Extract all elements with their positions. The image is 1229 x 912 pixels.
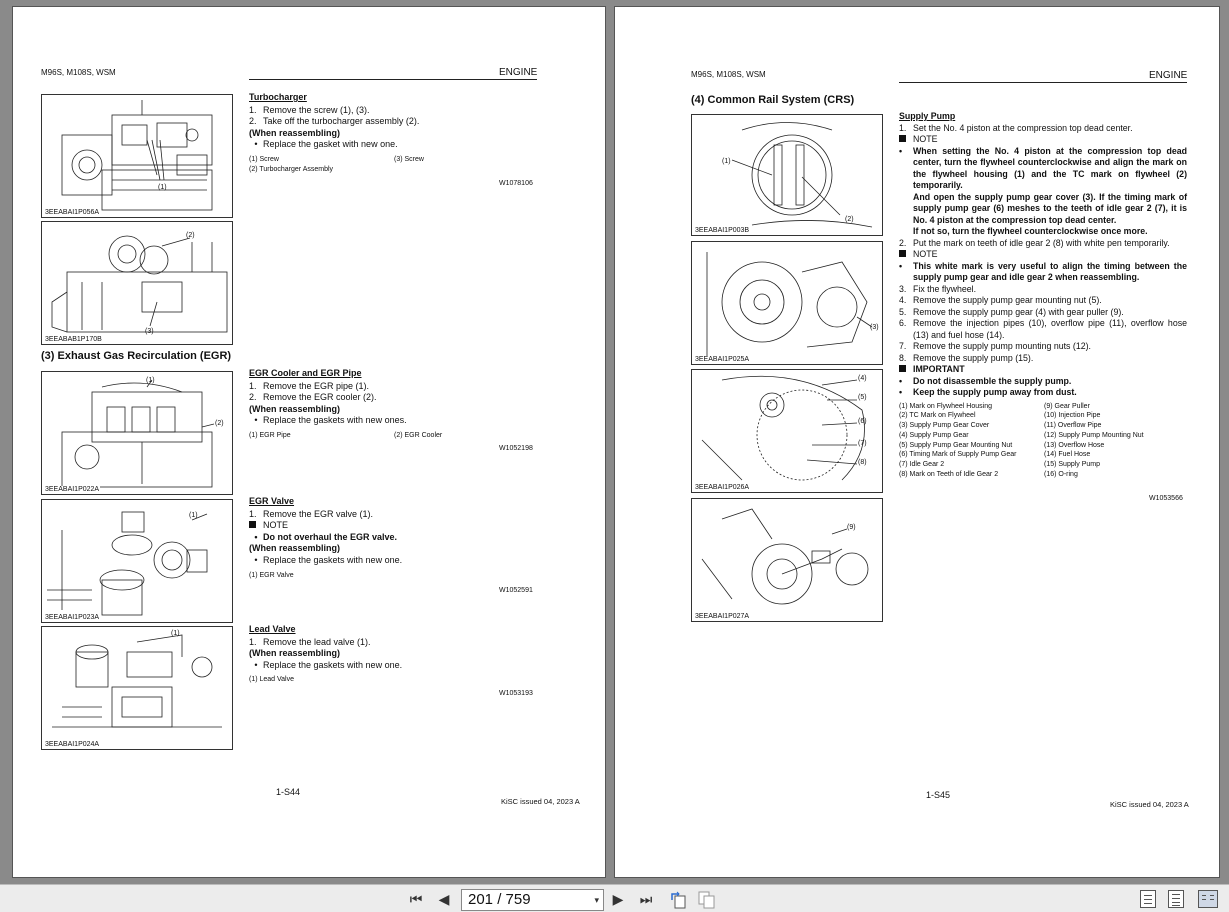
- header-model: M96S, M108S, WSM: [691, 70, 766, 79]
- doc-code: W1052591: [499, 587, 533, 594]
- callout-1: (1): [171, 630, 180, 637]
- header-section: ENGINE: [1149, 70, 1188, 81]
- doc-code: W1052198: [499, 445, 533, 452]
- callout-1: (1): [189, 512, 198, 519]
- header-rule: [249, 79, 537, 80]
- egr-pipe-instructions: EGR Cooler and EGR Pipe 1. Remove the EGR pipe (1). 2. Remove the EGR cooler (2). (When reassembling) • Replace the gaskets with new ones. (1) EGR Pipe (2) EGR Cooler: [249, 368, 549, 441]
- header-model: M96S, M108S, WSM: [41, 68, 116, 77]
- section-egr-heading: (3) Exhaust Gas Recirculation (EGR): [41, 350, 232, 362]
- callout-1: (1): [146, 377, 155, 384]
- callout-3: (3): [870, 324, 879, 331]
- page-number: 1-S45: [926, 790, 951, 800]
- issued-date: KiSC issued 04, 2023 A: [1110, 800, 1189, 809]
- figure-caption: 3EEABAI1P056A: [45, 209, 100, 216]
- figure-caption: 3EEABAI1P023A: [45, 614, 100, 621]
- copy-page-icon[interactable]: [696, 891, 718, 907]
- page-indicator: 201 / 759: [468, 891, 531, 908]
- page-number: 1-S44: [276, 787, 301, 797]
- callout-2: (2): [215, 420, 224, 427]
- figure-lead-valve: [41, 626, 233, 750]
- figure-supply-pump-gear: [691, 369, 883, 493]
- turbo-instructions: Turbocharger 1. Remove the screw (1), (3). 2. Take off the turbocharger assembly (2). (When reassembling) • Replace the gasket with new one. (1) Screw (3) Screw (2) Turbocharger Assembly: [249, 92, 549, 174]
- callout-2: (2): [845, 216, 854, 223]
- page-right: [614, 6, 1220, 878]
- figure-caption: 3EEABAB1P170B: [45, 336, 102, 343]
- callout-3: (3): [145, 328, 154, 335]
- rotate-icon[interactable]: [668, 891, 690, 907]
- figure-caption: 3EEABAI1P024A: [45, 741, 100, 748]
- section-crs-heading: (4) Common Rail System (CRS): [691, 94, 855, 106]
- callout-2: (2): [186, 232, 195, 239]
- doc-code: W1078106: [499, 180, 533, 187]
- callout-4: (4): [858, 375, 867, 382]
- figure-egr-pipe: [41, 371, 233, 495]
- page-number-input[interactable]: [461, 889, 604, 911]
- last-page-button[interactable]: ⏭: [639, 891, 653, 907]
- single-page-view-icon[interactable]: [1140, 890, 1156, 908]
- callout-8: (8): [858, 459, 867, 466]
- callout-1: (1): [158, 184, 167, 191]
- issued-date: KiSC issued 04, 2023 A: [501, 797, 580, 806]
- callout-7: (7): [858, 440, 867, 447]
- two-page-view-icon[interactable]: [1198, 890, 1218, 908]
- egr-pipe-title: EGR Cooler and EGR Pipe: [249, 368, 362, 378]
- continuous-view-icon[interactable]: [1168, 890, 1184, 908]
- lead-valve-instructions: Lead Valve 1. Remove the lead valve (1). (When reassembling) • Replace the gaskets with new one. (1) Lead Valve: [249, 624, 549, 685]
- figure-caption: 3EEABAI1P025A: [695, 356, 750, 363]
- first-page-button[interactable]: ⏮: [409, 891, 423, 907]
- figure-flywheel-mark: [691, 114, 883, 236]
- figure-caption: 3EEABAI1P022A: [45, 486, 100, 493]
- callout-6: (6): [858, 418, 867, 425]
- callout-9: (9): [847, 524, 856, 531]
- egr-valve-title: EGR Valve: [249, 496, 295, 506]
- supply-pump-instructions: Supply Pump 1. Set the No. 4 piston at the compression top dead center. NOTE • When setting the No. 4 piston at the compression top dead center, turn the flywheel counterclockwise and align the mark on the flywheel housing (1) and the TC mark on flywheel (2) temporarily. And open the supply pump gear cover (3). If the timing mark of supply pump gear (6) meshes to the teeth of idle gear 2 (7), it is No. 4 piston at the compression top dead center. If not so, turn the flywheel counterclockwise once more. 2. Put the mark on teeth of idle gear 2 (8) with white pen temporarily. NOTE • This white mark is very useful to align the timing between the supply pump gear and idle gear 2 when reassembling. 3. Fix the flywheel. 4. Remove the supply pump gear mounting nut (5). 5. Remove the supply pump gear (4) with gear puller (9). 6. Remove the injection pipes (10), overflow pipe (11), overflow hose (13) and fuel hose (14). 7. Remove the supply pump mounting nuts (12). 8. Remove the supply pump (15). IMPORTANT • Do not disassemble the supply pump. • Keep the supply pump away from dust. (1) Mark on Flywheel Housing (9) Gear Puller (2) TC Mark on Flywheel (10) Injection Pipe (3) Supply Pump Gear Cover (11) Overflow Pipe (4) Supply Pump Gear (12) Supply Pump Mounting Nut (5) Supply Pump Gear Mounting Nut (13) Overflow Hose (6) Timing Mark of Supply Pump Gear (14) Fuel Hose (7) Idle Gear 2 (15) Supply Pump (8) Mark on Teeth of Idle Gear 2 (16) O-ring: [899, 111, 1187, 479]
- figure-caption: 3EEABAI1P026A: [695, 484, 750, 491]
- turbo-title: Turbocharger: [249, 92, 307, 102]
- lead-valve-title: Lead Valve: [249, 624, 296, 634]
- figure-caption: 3EEABAI1P027A: [695, 613, 750, 620]
- figure-gear-puller: [691, 498, 883, 622]
- callout-5: (5): [858, 394, 867, 401]
- viewer-toolbar: [0, 884, 1229, 912]
- egr-valve-instructions: EGR Valve 1. Remove the EGR valve (1). NOTE • Do not overhaul the EGR valve. (When reassembling) • Replace the gaskets with new one. (1) EGR Valve: [249, 496, 549, 580]
- previous-page-button[interactable]: ◀: [438, 891, 450, 907]
- doc-code: W1053566: [1149, 495, 1183, 502]
- page-left: [12, 6, 606, 878]
- figure-supply-pump-gear-cover: [691, 241, 883, 365]
- figure-caption: 3EEABAI1P003B: [695, 227, 750, 234]
- doc-code: W1053193: [499, 690, 533, 697]
- next-page-button[interactable]: ▶: [612, 891, 624, 907]
- chevron-down-icon[interactable]: ▾: [594, 895, 599, 905]
- supply-pump-title: Supply Pump: [899, 111, 956, 121]
- figure-turbocharger-2: [41, 221, 233, 345]
- header-section: ENGINE: [499, 67, 538, 78]
- callout-1: (1): [722, 158, 731, 165]
- header-rule: [899, 82, 1187, 83]
- figure-turbocharger-1: [41, 94, 233, 218]
- figure-egr-valve: [41, 499, 233, 623]
